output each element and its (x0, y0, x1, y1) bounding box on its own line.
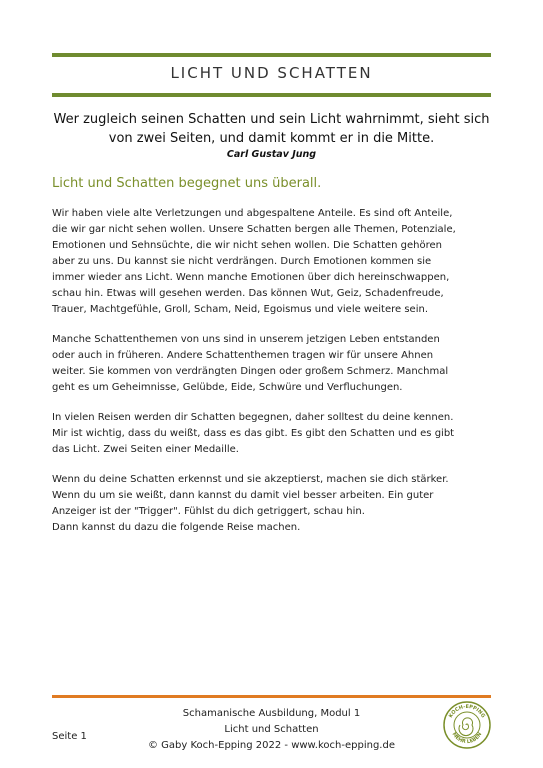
paragraph: In vielen Reisen werden dir Schatten begegnen, daher solltest du deine kennen. Mir ist wichtig, dass du weißt, dass es das gibt. Es gibt den Schatten und es gibt das Licht. Zwei Seiten einer Medaille. (52, 412, 455, 455)
logo-text-bottom: MEHR LEBEN (450, 731, 484, 746)
body-text (52, 206, 502, 550)
footer-copyright: © Gaby Koch-Epping 2022 - www.koch-epping.de (148, 740, 395, 751)
footer-topic: Licht und Schatten (224, 724, 319, 735)
footer-course: Schamanische Ausbildung, Modul 1 (182, 708, 361, 719)
top-rule-upper (52, 53, 491, 57)
top-rule-lower (52, 93, 491, 97)
footer (52, 703, 491, 754)
footer-rule (52, 695, 491, 698)
quote-text: Wer zugleich seinen Schatten und sein Licht wahrnimmt, sieht sich von zwei Seiten, und damit kommt er in die Mitte. (53, 112, 490, 146)
section-subtitle: Licht und Schatten begegnet uns überall. (52, 176, 322, 191)
page-title: LICHT UND SCHATTEN (170, 64, 373, 82)
paragraph: Manche Schattenthemen von uns sind in unserem jetzigen Leben entstanden oder auch in früheren. Andere Schattenthemen tragen wir für unsere Ahnen weiter. Sie kommen von verdrängten Dingen oder großem Schmerz. Manchmal geht es um Geheimnisse, Gelübde, Eide, Schwüre und Verfluchungen. (52, 334, 449, 393)
spiral-logo-icon (442, 700, 492, 750)
page-number: Seite 1 (52, 731, 87, 742)
paragraph: Wenn du deine Schatten erkennst und sie akzeptierst, machen sie dich stärker. Wenn du um sie weißt, dann kannst du damit viel besser arbeiten. Ein guter Anzeiger ist der "Trigger". Fühlst du dich getriggert, schau hin. Dann kannst du dazu die folgende Reise machen. (52, 474, 449, 533)
logo-text-top: KOCH-EPPING (447, 703, 487, 720)
quote-author: Carl Gustav Jung (226, 149, 317, 160)
paragraph: Wir haben viele alte Verletzungen und abgespaltene Anteile. Es sind oft Anteile, die wir gar nicht sehen wollen. Unsere Schatten bergen alle Themen, Potenziale, Emotionen und Sehnsüchte, die wir nicht sehen wollen. Die Schatten gehören aber zu uns. Du kannst sie nicht verdrängen. Durch Emotionen kommen sie immer wieder ans Licht. Wenn manche Emotionen über dich hereinschwappen, schau hin. Etwas will gesehen werden. Das können Wut, Geiz, Schadenfreude, Trauer, Machtgefühle, Groll, Scham, Neid, Egoismus und viele weitere sein. (52, 208, 456, 315)
